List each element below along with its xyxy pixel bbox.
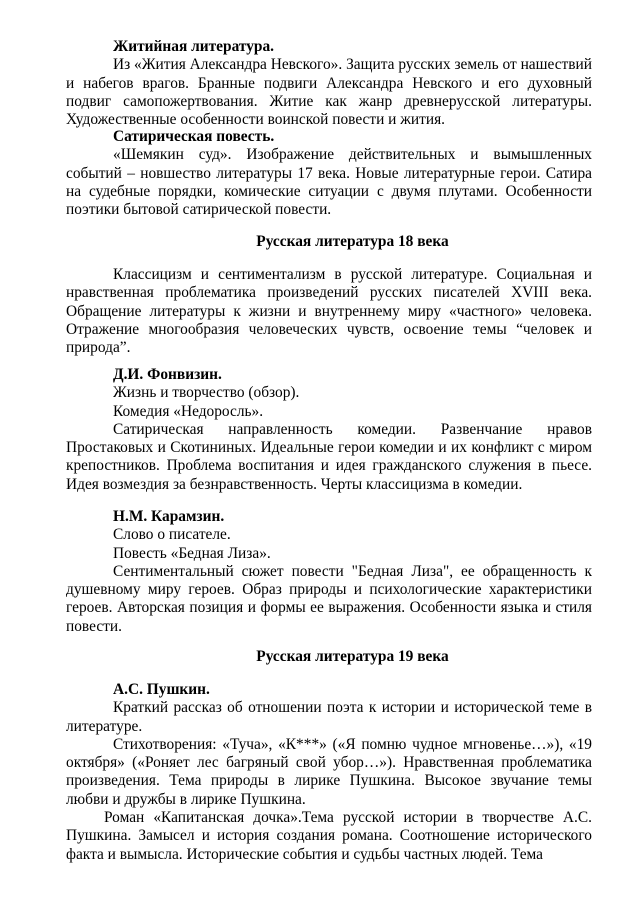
paragraph: Из «Жития Александра Невского». Защита русских земель от нашествий и набегов врагов. Бранные подвиги Александра Невского и его духовный подвиг самопожертвования. Житие как жанр древнерусской литературы. Художественные особенности воинской повести и жития. xyxy=(66,56,592,129)
text-line: Комедия «Недоросль». xyxy=(113,402,264,420)
paragraph: Классицизм и сентиментализм в русской литературе. Социальная и нравственная проблематика произведений русских писателей XVIII века. Обращение литературы к жизни и внутреннему миру «частного» человека. Отражение многообразия человеческих чувств, освоение темы “человек и природа”. xyxy=(66,266,592,357)
paragraph: Сатирическая направленность комедии. Развенчание нравов Простаковых и Скотининых. Идеальные герои комедии и их конфликт с миром крепостников. Проблема воспитания и идея гражданского служения в пьесе. Идея возмездия за безнравственность. Черты классицизма в комедии. xyxy=(66,420,592,493)
chapter-title-19: Русская литература 19 века xyxy=(256,648,449,665)
paragraph: «Шемякин суд». Изображение действительных и вымышленных событий – новшество литературы 17 века. Новые литературные герои. Сатира на судебные порядки, комические ситуации с двумя плутами. Особенности поэтики бытовой сатирической повести. xyxy=(66,146,592,219)
section-karamzin xyxy=(66,508,592,636)
section-pushkin xyxy=(66,681,592,864)
text-line: Слово о писателе. xyxy=(113,526,231,544)
section-heading: Н.М. Карамзин. xyxy=(113,508,225,525)
section-heading: Житийная литература. xyxy=(113,38,275,55)
section-heading: Д.И. Фонвизин. xyxy=(113,366,222,383)
text-line: Повесть «Бедная Лиза». xyxy=(113,544,271,562)
section-heading: А.С. Пушкин. xyxy=(113,681,210,698)
section-fonvizin xyxy=(66,366,592,494)
paragraph: Роман «Капитанская дочка».Тема русской истории в творчестве А.С. Пушкина. Замысел и история создания романа. Соотношение исторического факта и вымысла. Исторические события и судьбы частных людей. Тема xyxy=(66,809,592,863)
paragraph: Краткий рассказ об отношении поэта к истории и исторической теме в литературе. xyxy=(66,699,592,735)
paragraph: Стихотворения: «Туча», «К***» («Я помню чудное мгновенье…»), «19 октября» («Роняет лес багряный свой убор…»). Нравственная проблематика произведения. Тема природы в лирике Пушкина. Высокое звучание темы любви и дружбы в лирике Пушкина. xyxy=(66,735,592,808)
section-18-intro xyxy=(66,266,592,357)
paragraph: Сентиментальный сюжет повести "Бедная Лиза", ее обращенность к душевному миру героев. Образ природы и психологические характеристики героев. Авторская позиция и формы ее выражения. Особенности языка и стиля повести. xyxy=(66,562,592,635)
text-line: Жизнь и творчество (обзор). xyxy=(113,384,300,402)
section-satirical-tale xyxy=(66,128,592,219)
section-hagiography xyxy=(66,38,592,129)
chapter-title-18: Русская литература 18 века xyxy=(256,233,449,250)
section-heading: Сатирическая повесть. xyxy=(113,128,275,145)
